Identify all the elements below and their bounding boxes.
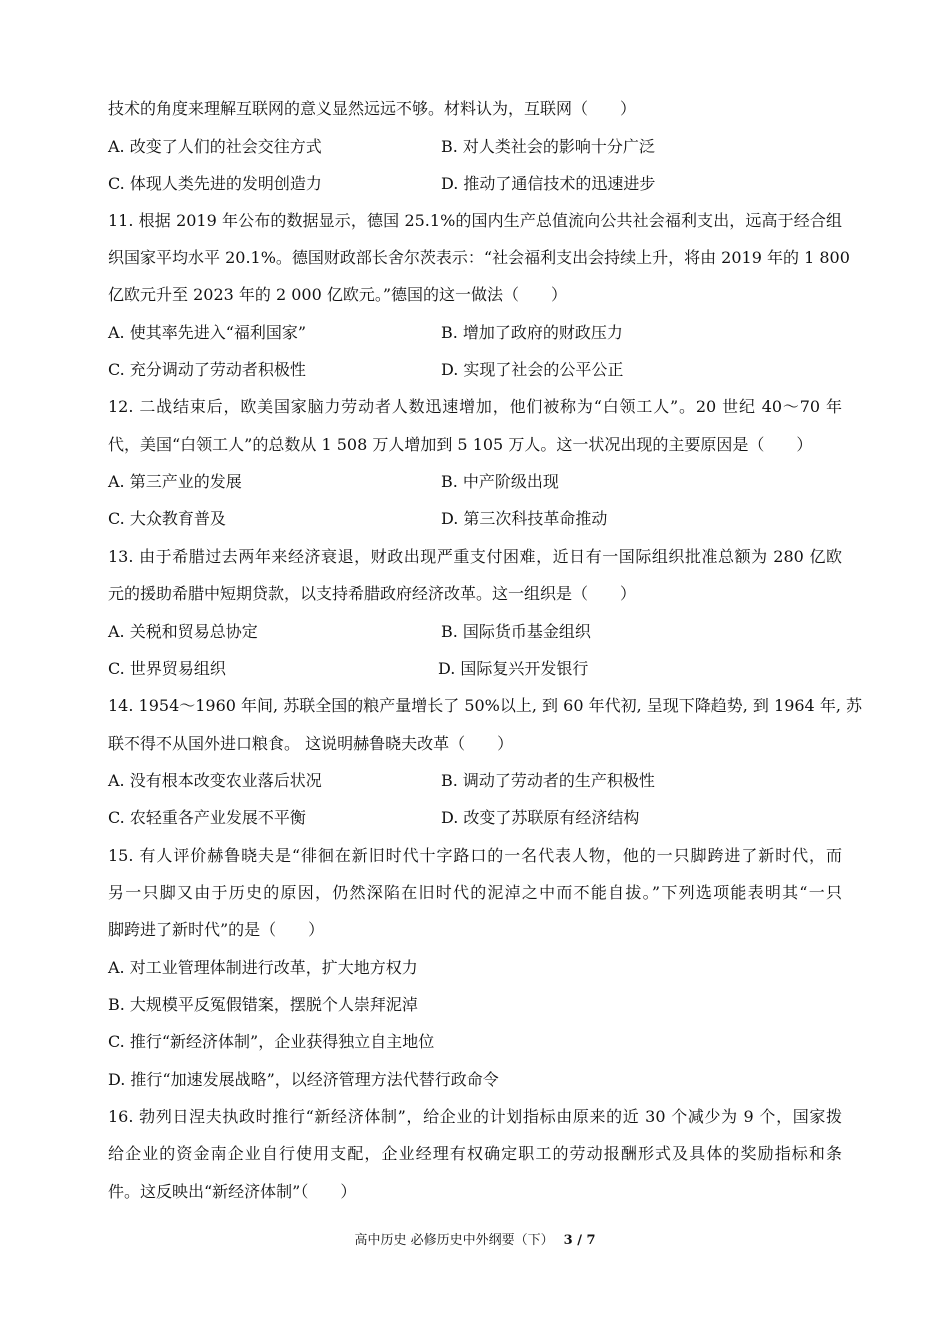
q14-option-d: D. 改变了苏联原有经济结构: [441, 808, 640, 827]
q16-stem-line: 16. 勃列日涅夫执政时推行“新经济体制”，给企业的计划指标由原来的近 30 个减少为 9 个，国家拨: [108, 1107, 842, 1126]
q12-option-c: C. 大众教育普及: [108, 509, 226, 528]
q14-option-c: C. 农轻重各产业发展不平衡: [108, 808, 306, 827]
q10-option-c: C. 体现人类先进的发明创造力: [108, 174, 322, 193]
q15-option-d: D. 推行“加速发展战略”，以经济管理方法代替行政命令: [108, 1070, 499, 1089]
q11-stem-line: 亿欧元升至 2023 年的 2 000 亿欧元。”德国的这一做法（ ）: [108, 285, 568, 304]
q15-option-b: B. 大规模平反冤假错案，摆脱个人崇拜泥淖: [108, 995, 418, 1014]
q11-option-d: D. 实现了社会的公平公正: [441, 360, 624, 379]
q14-stem-line: 联不得不从国外进口粮食。 这说明赫鲁晓夫改革（ ）: [108, 734, 514, 753]
q11-option-c: C. 充分调动了劳动者积极性: [108, 360, 306, 379]
q14-option-b: B. 调动了劳动者的生产积极性: [441, 771, 655, 790]
q12-stem-line: 12. 二战结束后，欧美国家脑力劳动者人数迅速增加，他们被称为“白领工人”。20 世纪 40～70 年: [108, 397, 842, 416]
q10-option-b: B. 对人类社会的影响十分广泛: [441, 137, 655, 156]
q13-stem-line: 13. 由于希腊过去两年来经济衰退，财政出现严重支付困难，近日有一国际组织批准总额为 280 亿欧: [108, 547, 842, 566]
q13-option-d: D. 国际复兴开发银行: [438, 659, 589, 678]
footer-title: 高中历史 必修历史中外纲要（下）: [354, 1233, 554, 1248]
q12-stem-line: 代，美国“白领工人”的总数从 1 508 万人增加到 5 105 万人。这一状况出现的主要原因是（ ）: [108, 435, 813, 454]
q11-stem-line: 11. 根据 2019 年公布的数据显示，德国 25.1%的国内生产总值流向公共社会福利支出，远高于经合组: [108, 211, 842, 230]
q11-stem-line: 织国家平均水平 20.1%。德国财政部长舍尔茨表示：“社会福利支出会持续上升，将由 2019 年的 1 800: [108, 248, 850, 267]
q14-option-a: A. 没有根本改变农业落后状况: [108, 771, 322, 790]
page-footer: [0, 1232, 950, 1250]
q10-stem-continuation: 技术的角度来理解互联网的意义显然远远不够。材料认为，互联网（ ）: [108, 99, 637, 118]
q16-stem-line: 给企业的资金南企业自行使用支配，企业经理有权确定职工的劳动报酬形式及具体的奖励指标和条: [108, 1144, 842, 1163]
q11-option-a: A. 使其率先进入“福利国家”: [108, 323, 307, 342]
q15-option-a: A. 对工业管理体制进行改革，扩大地方权力: [108, 958, 418, 977]
q16-stem-line: 件。这反映出“新经济体制”（ ）: [108, 1182, 357, 1201]
q12-option-d: D. 第三次科技革命推动: [441, 509, 608, 528]
q13-option-a: A. 关税和贸易总协定: [108, 622, 258, 641]
q15-stem-line: 另一只脚又由于历史的原因，仍然深陷在旧时代的泥淖之中而不能自拔。”下列选项能表明其“一只: [108, 883, 842, 902]
q13-option-c: C. 世界贸易组织: [108, 659, 226, 678]
q15-stem-line: 脚跨进了新时代”的是（ ）: [108, 920, 325, 939]
q15-option-c: C. 推行“新经济体制”，企业获得独立自主地位: [108, 1032, 435, 1051]
q13-option-b: B. 国际货币基金组织: [441, 622, 591, 641]
q13-stem-line: 元的援助希腊中短期贷款，以支持希腊政府经济改革。这一组织是（ ）: [108, 584, 637, 603]
q14-stem-line: 14. 1954～1960 年间, 苏联全国的粮产量增长了 50%以上, 到 60 年代初, 呈现下降趋势, 到 1964 年, 苏: [108, 696, 862, 715]
q15-stem-line: 15. 有人评价赫鲁晓夫是“徘徊在新旧时代十字路口的一名代表人物，他的一只脚跨进了新时代，而: [108, 846, 842, 865]
q10-option-a: A. 改变了人们的社会交往方式: [108, 137, 322, 156]
q12-option-b: B. 中产阶级出现: [441, 472, 559, 491]
q12-option-a: A. 第三产业的发展: [108, 472, 242, 491]
page-number: 3 / 7: [563, 1233, 596, 1248]
q11-option-b: B. 增加了政府的财政压力: [441, 323, 623, 342]
q10-option-d: D. 推动了通信技术的迅速进步: [441, 174, 656, 193]
